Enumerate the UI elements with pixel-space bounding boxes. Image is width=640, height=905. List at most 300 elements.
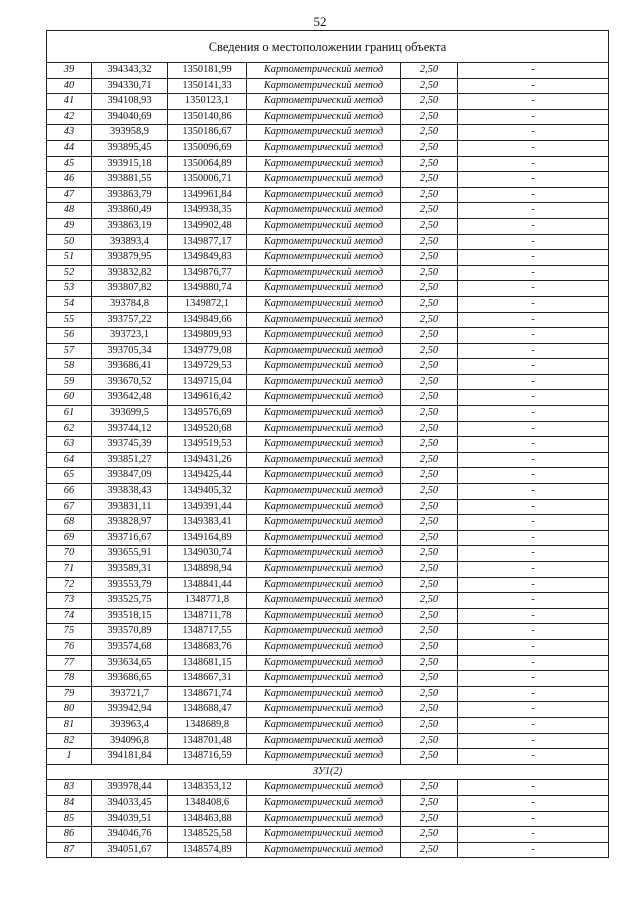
table-row <box>47 639 609 655</box>
point-number-cell: 53 <box>47 281 92 297</box>
description-cell: - <box>458 546 609 562</box>
description-cell: - <box>458 811 609 827</box>
x-coordinate-cell: 393784,8 <box>92 296 168 312</box>
x-coordinate-cell: 394033,45 <box>92 795 168 811</box>
table-row <box>47 78 609 94</box>
table-row <box>47 452 609 468</box>
description-cell: - <box>458 172 609 188</box>
y-coordinate-cell: 1349405,32 <box>168 484 247 500</box>
x-coordinate-cell: 393686,41 <box>92 359 168 375</box>
method-cell: Картометрический метод <box>247 608 401 624</box>
accuracy-cell: 2,50 <box>401 499 458 515</box>
accuracy-cell: 2,50 <box>401 63 458 79</box>
accuracy-cell: 2,50 <box>401 421 458 437</box>
accuracy-cell: 2,50 <box>401 374 458 390</box>
y-coordinate-cell: 1348711,78 <box>168 608 247 624</box>
table-row <box>47 250 609 266</box>
accuracy-cell: 2,50 <box>401 702 458 718</box>
table-row <box>47 562 609 578</box>
description-cell: - <box>458 296 609 312</box>
point-number-cell: 69 <box>47 530 92 546</box>
method-cell: Картометрический метод <box>247 390 401 406</box>
method-cell: Картометрический метод <box>247 125 401 141</box>
method-cell: Картометрический метод <box>247 234 401 250</box>
x-coordinate-cell: 393863,79 <box>92 187 168 203</box>
table-row <box>47 671 609 687</box>
y-coordinate-cell: 1348574,89 <box>168 842 247 858</box>
x-coordinate-cell: 394096,8 <box>92 733 168 749</box>
table-row <box>47 717 609 733</box>
table-title-row <box>47 31 609 63</box>
x-coordinate-cell: 394051,67 <box>92 842 168 858</box>
x-coordinate-cell: 393716,67 <box>92 530 168 546</box>
point-number-cell: 79 <box>47 686 92 702</box>
accuracy-cell: 2,50 <box>401 593 458 609</box>
table-row <box>47 811 609 827</box>
accuracy-cell: 2,50 <box>401 717 458 733</box>
method-cell: Картометрический метод <box>247 421 401 437</box>
method-cell: Картометрический метод <box>247 406 401 422</box>
description-cell: - <box>458 686 609 702</box>
method-cell: Картометрический метод <box>247 172 401 188</box>
y-coordinate-cell: 1349938,35 <box>168 203 247 219</box>
accuracy-cell: 2,50 <box>401 795 458 811</box>
point-number-cell: 51 <box>47 250 92 266</box>
description-cell: - <box>458 530 609 546</box>
point-number-cell: 40 <box>47 78 92 94</box>
y-coordinate-cell: 1348667,31 <box>168 671 247 687</box>
accuracy-cell: 2,50 <box>401 468 458 484</box>
method-cell: Картометрический метод <box>247 187 401 203</box>
point-number-cell: 62 <box>47 421 92 437</box>
table-row <box>47 234 609 250</box>
x-coordinate-cell: 393570,89 <box>92 624 168 640</box>
method-cell: Картометрический метод <box>247 717 401 733</box>
table-row <box>47 827 609 843</box>
x-coordinate-cell: 393978,44 <box>92 780 168 796</box>
description-cell: - <box>458 639 609 655</box>
x-coordinate-cell: 393757,22 <box>92 312 168 328</box>
y-coordinate-cell: 1348353,12 <box>168 780 247 796</box>
x-coordinate-cell: 394046,76 <box>92 827 168 843</box>
point-number-cell: 52 <box>47 265 92 281</box>
method-cell: Картометрический метод <box>247 686 401 702</box>
x-coordinate-cell: 393958,9 <box>92 125 168 141</box>
table-row <box>47 624 609 640</box>
y-coordinate-cell: 1349961,84 <box>168 187 247 203</box>
point-number-cell: 58 <box>47 359 92 375</box>
x-coordinate-cell: 394343,32 <box>92 63 168 79</box>
accuracy-cell: 2,50 <box>401 172 458 188</box>
method-cell: Картометрический метод <box>247 328 401 344</box>
description-cell: - <box>458 452 609 468</box>
method-cell: Картометрический метод <box>247 530 401 546</box>
y-coordinate-cell: 1350006,71 <box>168 172 247 188</box>
description-cell: - <box>458 468 609 484</box>
method-cell: Картометрический метод <box>247 281 401 297</box>
description-cell: - <box>458 733 609 749</box>
table-row <box>47 63 609 79</box>
table-row <box>47 780 609 796</box>
point-number-cell: 43 <box>47 125 92 141</box>
description-cell: - <box>458 421 609 437</box>
point-number-cell: 60 <box>47 390 92 406</box>
accuracy-cell: 2,50 <box>401 624 458 640</box>
point-number-cell: 48 <box>47 203 92 219</box>
x-coordinate-cell: 393831,11 <box>92 499 168 515</box>
method-cell: Картометрический метод <box>247 562 401 578</box>
x-coordinate-cell: 394040,69 <box>92 109 168 125</box>
y-coordinate-cell: 1349849,83 <box>168 250 247 266</box>
accuracy-cell: 2,50 <box>401 140 458 156</box>
y-coordinate-cell: 1349729,53 <box>168 359 247 375</box>
point-number-cell: 75 <box>47 624 92 640</box>
table-row <box>47 484 609 500</box>
boundary-table <box>46 30 609 858</box>
table-row <box>47 437 609 453</box>
accuracy-cell: 2,50 <box>401 452 458 468</box>
method-cell: Картометрический метод <box>247 94 401 110</box>
y-coordinate-cell: 1349425,44 <box>168 468 247 484</box>
table-row <box>47 655 609 671</box>
description-cell: - <box>458 265 609 281</box>
table-row <box>47 593 609 609</box>
accuracy-cell: 2,50 <box>401 250 458 266</box>
x-coordinate-cell: 393895,45 <box>92 140 168 156</box>
y-coordinate-cell: 1349715,04 <box>168 374 247 390</box>
y-coordinate-cell: 1349809,93 <box>168 328 247 344</box>
x-coordinate-cell: 394108,93 <box>92 94 168 110</box>
point-number-cell: 71 <box>47 562 92 578</box>
point-number-cell: 50 <box>47 234 92 250</box>
x-coordinate-cell: 393963,4 <box>92 717 168 733</box>
table-row <box>47 109 609 125</box>
y-coordinate-cell: 1349877,17 <box>168 234 247 250</box>
description-cell: - <box>458 359 609 375</box>
x-coordinate-cell: 393828,97 <box>92 515 168 531</box>
table-row <box>47 608 609 624</box>
accuracy-cell: 2,50 <box>401 343 458 359</box>
table-row <box>47 546 609 562</box>
description-cell: - <box>458 515 609 531</box>
accuracy-cell: 2,50 <box>401 639 458 655</box>
x-coordinate-cell: 393721,7 <box>92 686 168 702</box>
x-coordinate-cell: 393860,49 <box>92 203 168 219</box>
point-number-cell: 56 <box>47 328 92 344</box>
accuracy-cell: 2,50 <box>401 390 458 406</box>
x-coordinate-cell: 393589,31 <box>92 562 168 578</box>
table-row <box>47 359 609 375</box>
accuracy-cell: 2,50 <box>401 187 458 203</box>
point-number-cell: 46 <box>47 172 92 188</box>
method-cell: Картометрический метод <box>247 343 401 359</box>
point-number-cell: 78 <box>47 671 92 687</box>
accuracy-cell: 2,50 <box>401 484 458 500</box>
description-cell: - <box>458 499 609 515</box>
method-cell: Картометрический метод <box>247 811 401 827</box>
y-coordinate-cell: 1349849,66 <box>168 312 247 328</box>
method-cell: Картометрический метод <box>247 499 401 515</box>
method-cell: Картометрический метод <box>247 63 401 79</box>
section-label: ЗУ1(2) <box>47 764 609 780</box>
description-cell: - <box>458 624 609 640</box>
x-coordinate-cell: 393723,1 <box>92 328 168 344</box>
accuracy-cell: 2,50 <box>401 125 458 141</box>
point-number-cell: 57 <box>47 343 92 359</box>
point-number-cell: 87 <box>47 842 92 858</box>
table-row <box>47 686 609 702</box>
table-row <box>47 140 609 156</box>
description-cell: - <box>458 655 609 671</box>
method-cell: Картометрический метод <box>247 203 401 219</box>
description-cell: - <box>458 390 609 406</box>
point-number-cell: 42 <box>47 109 92 125</box>
method-cell: Картометрический метод <box>247 109 401 125</box>
description-cell: - <box>458 281 609 297</box>
accuracy-cell: 2,50 <box>401 218 458 234</box>
description-cell: - <box>458 842 609 858</box>
method-cell: Картометрический метод <box>247 842 401 858</box>
table-row <box>47 374 609 390</box>
point-number-cell: 45 <box>47 156 92 172</box>
description-cell: - <box>458 827 609 843</box>
method-cell: Картометрический метод <box>247 702 401 718</box>
point-number-cell: 1 <box>47 749 92 765</box>
accuracy-cell: 2,50 <box>401 686 458 702</box>
accuracy-cell: 2,50 <box>401 203 458 219</box>
method-cell: Картометрический метод <box>247 468 401 484</box>
y-coordinate-cell: 1348771,8 <box>168 593 247 609</box>
y-coordinate-cell: 1348525,58 <box>168 827 247 843</box>
y-coordinate-cell: 1348463,88 <box>168 811 247 827</box>
x-coordinate-cell: 393851,27 <box>92 452 168 468</box>
description-cell: - <box>458 780 609 796</box>
y-coordinate-cell: 1350186,67 <box>168 125 247 141</box>
table-row <box>47 218 609 234</box>
point-number-cell: 85 <box>47 811 92 827</box>
method-cell: Картометрический метод <box>247 156 401 172</box>
x-coordinate-cell: 393879,95 <box>92 250 168 266</box>
y-coordinate-cell: 1349872,1 <box>168 296 247 312</box>
method-cell: Картометрический метод <box>247 359 401 375</box>
description-cell: - <box>458 203 609 219</box>
table-row <box>47 702 609 718</box>
description-cell: - <box>458 218 609 234</box>
y-coordinate-cell: 1348681,15 <box>168 655 247 671</box>
point-number-cell: 39 <box>47 63 92 79</box>
table-row <box>47 187 609 203</box>
point-number-cell: 44 <box>47 140 92 156</box>
accuracy-cell: 2,50 <box>401 577 458 593</box>
y-coordinate-cell: 1349391,44 <box>168 499 247 515</box>
point-number-cell: 64 <box>47 452 92 468</box>
method-cell: Картометрический метод <box>247 546 401 562</box>
accuracy-cell: 2,50 <box>401 842 458 858</box>
y-coordinate-cell: 1349876,77 <box>168 265 247 281</box>
description-cell: - <box>458 717 609 733</box>
section-row <box>47 764 609 780</box>
y-coordinate-cell: 1348841,44 <box>168 577 247 593</box>
accuracy-cell: 2,50 <box>401 296 458 312</box>
x-coordinate-cell: 393893,4 <box>92 234 168 250</box>
method-cell: Картометрический метод <box>247 749 401 765</box>
accuracy-cell: 2,50 <box>401 530 458 546</box>
method-cell: Картометрический метод <box>247 827 401 843</box>
point-number-cell: 86 <box>47 827 92 843</box>
method-cell: Картометрический метод <box>247 140 401 156</box>
point-number-cell: 47 <box>47 187 92 203</box>
accuracy-cell: 2,50 <box>401 156 458 172</box>
point-number-cell: 70 <box>47 546 92 562</box>
y-coordinate-cell: 1349431,26 <box>168 452 247 468</box>
y-coordinate-cell: 1348898,94 <box>168 562 247 578</box>
method-cell: Картометрический метод <box>247 250 401 266</box>
point-number-cell: 77 <box>47 655 92 671</box>
description-cell: - <box>458 374 609 390</box>
x-coordinate-cell: 393525,75 <box>92 593 168 609</box>
accuracy-cell: 2,50 <box>401 406 458 422</box>
accuracy-cell: 2,50 <box>401 234 458 250</box>
y-coordinate-cell: 1349030,74 <box>168 546 247 562</box>
x-coordinate-cell: 393881,55 <box>92 172 168 188</box>
method-cell: Картометрический метод <box>247 577 401 593</box>
table-row <box>47 343 609 359</box>
y-coordinate-cell: 1348717,55 <box>168 624 247 640</box>
table-row <box>47 281 609 297</box>
method-cell: Картометрический метод <box>247 374 401 390</box>
description-cell: - <box>458 328 609 344</box>
y-coordinate-cell: 1348689,8 <box>168 717 247 733</box>
x-coordinate-cell: 393832,82 <box>92 265 168 281</box>
point-number-cell: 63 <box>47 437 92 453</box>
description-cell: - <box>458 94 609 110</box>
description-cell: - <box>458 109 609 125</box>
table-row <box>47 390 609 406</box>
point-number-cell: 55 <box>47 312 92 328</box>
accuracy-cell: 2,50 <box>401 94 458 110</box>
x-coordinate-cell: 394330,71 <box>92 78 168 94</box>
y-coordinate-cell: 1349576,69 <box>168 406 247 422</box>
description-cell: - <box>458 343 609 359</box>
accuracy-cell: 2,50 <box>401 562 458 578</box>
table-row <box>47 795 609 811</box>
y-coordinate-cell: 1349779,08 <box>168 343 247 359</box>
method-cell: Картометрический метод <box>247 671 401 687</box>
y-coordinate-cell: 1348688,47 <box>168 702 247 718</box>
description-cell: - <box>458 312 609 328</box>
description-cell: - <box>458 593 609 609</box>
accuracy-cell: 2,50 <box>401 328 458 344</box>
description-cell: - <box>458 577 609 593</box>
method-cell: Картометрический метод <box>247 593 401 609</box>
method-cell: Картометрический метод <box>247 639 401 655</box>
accuracy-cell: 2,50 <box>401 546 458 562</box>
accuracy-cell: 2,50 <box>401 811 458 827</box>
y-coordinate-cell: 1350096,69 <box>168 140 247 156</box>
y-coordinate-cell: 1349880,74 <box>168 281 247 297</box>
method-cell: Картометрический метод <box>247 265 401 281</box>
description-cell: - <box>458 250 609 266</box>
description-cell: - <box>458 63 609 79</box>
table-row <box>47 577 609 593</box>
method-cell: Картометрический метод <box>247 655 401 671</box>
point-number-cell: 80 <box>47 702 92 718</box>
table-title: Сведения о местоположении границ объекта <box>47 31 609 63</box>
x-coordinate-cell: 393518,15 <box>92 608 168 624</box>
description-cell: - <box>458 406 609 422</box>
point-number-cell: 73 <box>47 593 92 609</box>
accuracy-cell: 2,50 <box>401 671 458 687</box>
y-coordinate-cell: 1350141,33 <box>168 78 247 94</box>
y-coordinate-cell: 1349616,42 <box>168 390 247 406</box>
method-cell: Картометрический метод <box>247 218 401 234</box>
x-coordinate-cell: 393670,52 <box>92 374 168 390</box>
accuracy-cell: 2,50 <box>401 780 458 796</box>
x-coordinate-cell: 394181,84 <box>92 749 168 765</box>
x-coordinate-cell: 393847,09 <box>92 468 168 484</box>
description-cell: - <box>458 562 609 578</box>
y-coordinate-cell: 1349383,41 <box>168 515 247 531</box>
method-cell: Картометрический метод <box>247 624 401 640</box>
x-coordinate-cell: 393574,68 <box>92 639 168 655</box>
x-coordinate-cell: 393686,65 <box>92 671 168 687</box>
x-coordinate-cell: 393634,65 <box>92 655 168 671</box>
point-number-cell: 84 <box>47 795 92 811</box>
method-cell: Картометрический метод <box>247 795 401 811</box>
page-number: 52 <box>313 14 327 29</box>
point-number-cell: 74 <box>47 608 92 624</box>
description-cell: - <box>458 608 609 624</box>
method-cell: Картометрический метод <box>247 515 401 531</box>
y-coordinate-cell: 1350123,1 <box>168 94 247 110</box>
table-row <box>47 749 609 765</box>
point-number-cell: 67 <box>47 499 92 515</box>
x-coordinate-cell: 393915,18 <box>92 156 168 172</box>
point-number-cell: 72 <box>47 577 92 593</box>
accuracy-cell: 2,50 <box>401 655 458 671</box>
x-coordinate-cell: 393838,43 <box>92 484 168 500</box>
accuracy-cell: 2,50 <box>401 733 458 749</box>
accuracy-cell: 2,50 <box>401 281 458 297</box>
y-coordinate-cell: 1348716,59 <box>168 749 247 765</box>
x-coordinate-cell: 393553,79 <box>92 577 168 593</box>
accuracy-cell: 2,50 <box>401 78 458 94</box>
point-number-cell: 66 <box>47 484 92 500</box>
point-number-cell: 83 <box>47 780 92 796</box>
x-coordinate-cell: 393699,5 <box>92 406 168 422</box>
description-cell: - <box>458 140 609 156</box>
method-cell: Картометрический метод <box>247 452 401 468</box>
accuracy-cell: 2,50 <box>401 749 458 765</box>
table-row <box>47 515 609 531</box>
y-coordinate-cell: 1348671,74 <box>168 686 247 702</box>
description-cell: - <box>458 234 609 250</box>
accuracy-cell: 2,50 <box>401 515 458 531</box>
table-row <box>47 406 609 422</box>
description-cell: - <box>458 702 609 718</box>
point-number-cell: 49 <box>47 218 92 234</box>
point-number-cell: 41 <box>47 94 92 110</box>
accuracy-cell: 2,50 <box>401 109 458 125</box>
x-coordinate-cell: 393863,19 <box>92 218 168 234</box>
table-row <box>47 328 609 344</box>
x-coordinate-cell: 393807,82 <box>92 281 168 297</box>
y-coordinate-cell: 1350140,86 <box>168 109 247 125</box>
method-cell: Картометрический метод <box>247 78 401 94</box>
x-coordinate-cell: 393705,34 <box>92 343 168 359</box>
point-number-cell: 68 <box>47 515 92 531</box>
description-cell: - <box>458 484 609 500</box>
